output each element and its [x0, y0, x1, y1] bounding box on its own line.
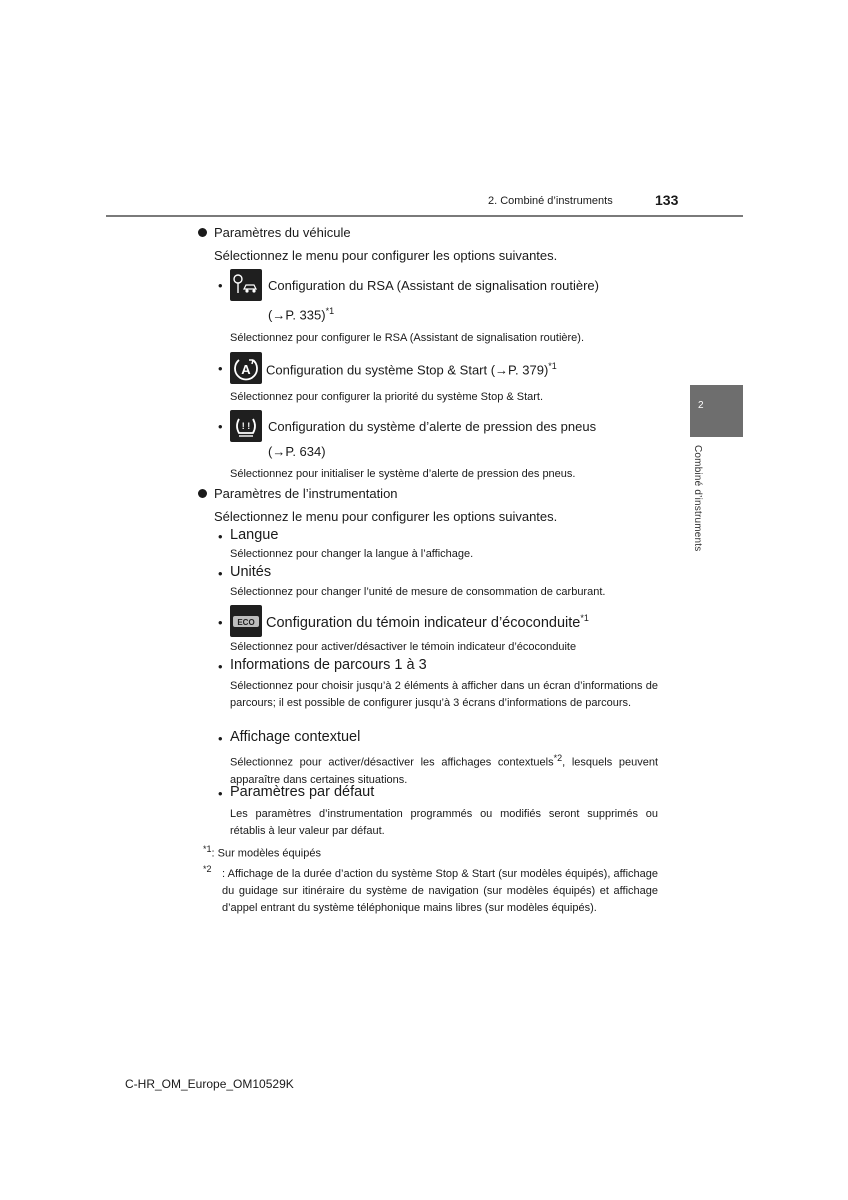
- header-rule: [106, 215, 743, 217]
- units-label: Unités: [230, 564, 272, 580]
- popup-display-label: Affichage contextuel: [230, 729, 361, 745]
- bullet: •: [218, 278, 223, 293]
- units-desc: Sélectionnez pour changer l’unité de mesure de consommation de carburant.: [230, 586, 606, 598]
- rsa-ref: (→P. 335): [268, 307, 326, 323]
- running-header-section: 2. Combiné d’instruments: [488, 195, 613, 207]
- popup-display-desc-a: Sélectionnez pour activer/désactiver les affichages contextuels: [230, 756, 554, 769]
- footnote-2-text: : Affichage de la durée d’action du système Stop & Start (sur modèles équipés), affichage du guidage sur itinéraire du système de navigation (sur modèles équipés) et affichage d’appel entrant du système téléphonique mains libres (sur modèles équipés).: [222, 868, 658, 914]
- rsa-icon: [230, 269, 262, 301]
- default-settings-desc: Les paramètres d’instrumentation programmés ou modifiés seront supprimés ou rétablis à leur valeur par défaut.: [230, 808, 658, 837]
- footnote-2-mark: *2: [203, 864, 212, 874]
- chapter-tab-number: 2: [698, 400, 704, 411]
- page-number: 133: [655, 192, 679, 208]
- bullet: •: [218, 786, 223, 801]
- bullet: •: [218, 566, 223, 581]
- eco-label: Configuration du témoin indicateur d’écoconduite: [266, 614, 581, 631]
- rsa-label: Configuration du RSA (Assistant de signalisation routière): [268, 278, 599, 293]
- bullet: •: [218, 615, 223, 630]
- footnote-2-mark-wrap: [203, 864, 212, 880]
- bullet: •: [218, 529, 223, 544]
- stop-start-icon: [230, 352, 262, 384]
- tire-pressure-ref: (→P. 634): [268, 444, 326, 459]
- language-label: Langue: [230, 527, 279, 543]
- bullet: •: [218, 419, 223, 434]
- svg-text:A: A: [241, 362, 251, 377]
- eco-desc: Sélectionnez pour activer/désactiver le témoin indicateur d’écoconduite: [230, 641, 577, 653]
- trip-info-desc: Sélectionnez pour choisir jusqu’à 2 éléments à afficher dans un écran d’informations de parcours; il est possible de configurer jusqu’à 3 écrans d’informations de parcours.: [230, 680, 658, 709]
- section-dot: [198, 489, 207, 498]
- rsa-footnote-mark: *1: [325, 306, 335, 316]
- language-desc: Sélectionnez pour changer la langue à l’affichage.: [230, 548, 474, 560]
- stop-start-label: Configuration du système Stop & Start (→P. 379): [266, 362, 549, 378]
- eco-indicator-icon: [230, 605, 262, 637]
- tire-pressure-desc: Sélectionnez pour initialiser le système d’alerte de pression des pneus.: [230, 468, 576, 480]
- rsa-desc: Sélectionnez pour configurer le RSA (Assistant de signalisation routière).: [230, 332, 585, 344]
- bullet: •: [218, 361, 223, 376]
- chapter-tab: [690, 385, 743, 437]
- svg-text:! !: ! !: [241, 421, 251, 431]
- stop-start-desc: Sélectionnez pour configurer la priorité du système Stop & Start.: [230, 391, 544, 403]
- footnote-1-text: : Sur modèles équipés: [211, 847, 321, 860]
- tire-pressure-label: Configuration du système d’alerte de pression des pneus: [268, 419, 597, 434]
- section-intro-vehicle: Sélectionnez le menu pour configurer les options suivantes.: [214, 248, 558, 263]
- popup-display-desc-b: , lesquels peuvent apparaître dans certaines situations.: [230, 756, 659, 786]
- bullet: •: [218, 659, 223, 674]
- footnote-1-mark: *1: [203, 844, 212, 854]
- popup-footnote-mark: *2: [553, 753, 563, 763]
- eco-footnote-mark: *1: [580, 613, 589, 623]
- default-settings-label: Paramètres par défaut: [230, 784, 375, 800]
- section-dot: [198, 228, 207, 237]
- trip-info-label: Informations de parcours 1 à 3: [230, 657, 427, 673]
- chapter-tab-label: Combiné d’instruments: [692, 445, 703, 552]
- section-title-instrument: Paramètres de l’instrumentation: [214, 486, 398, 501]
- tire-pressure-icon: [230, 410, 262, 442]
- eco-icon-text: ECO: [237, 618, 255, 627]
- section-title-vehicle: Paramètres du véhicule: [214, 225, 351, 240]
- bullet: •: [218, 731, 223, 746]
- section-intro-instrument: Sélectionnez le menu pour configurer les options suivantes.: [214, 509, 558, 524]
- stop-start-footnote-mark: *1: [548, 361, 557, 371]
- document-code: C-HR_OM_Europe_OM10529K: [125, 1077, 294, 1091]
